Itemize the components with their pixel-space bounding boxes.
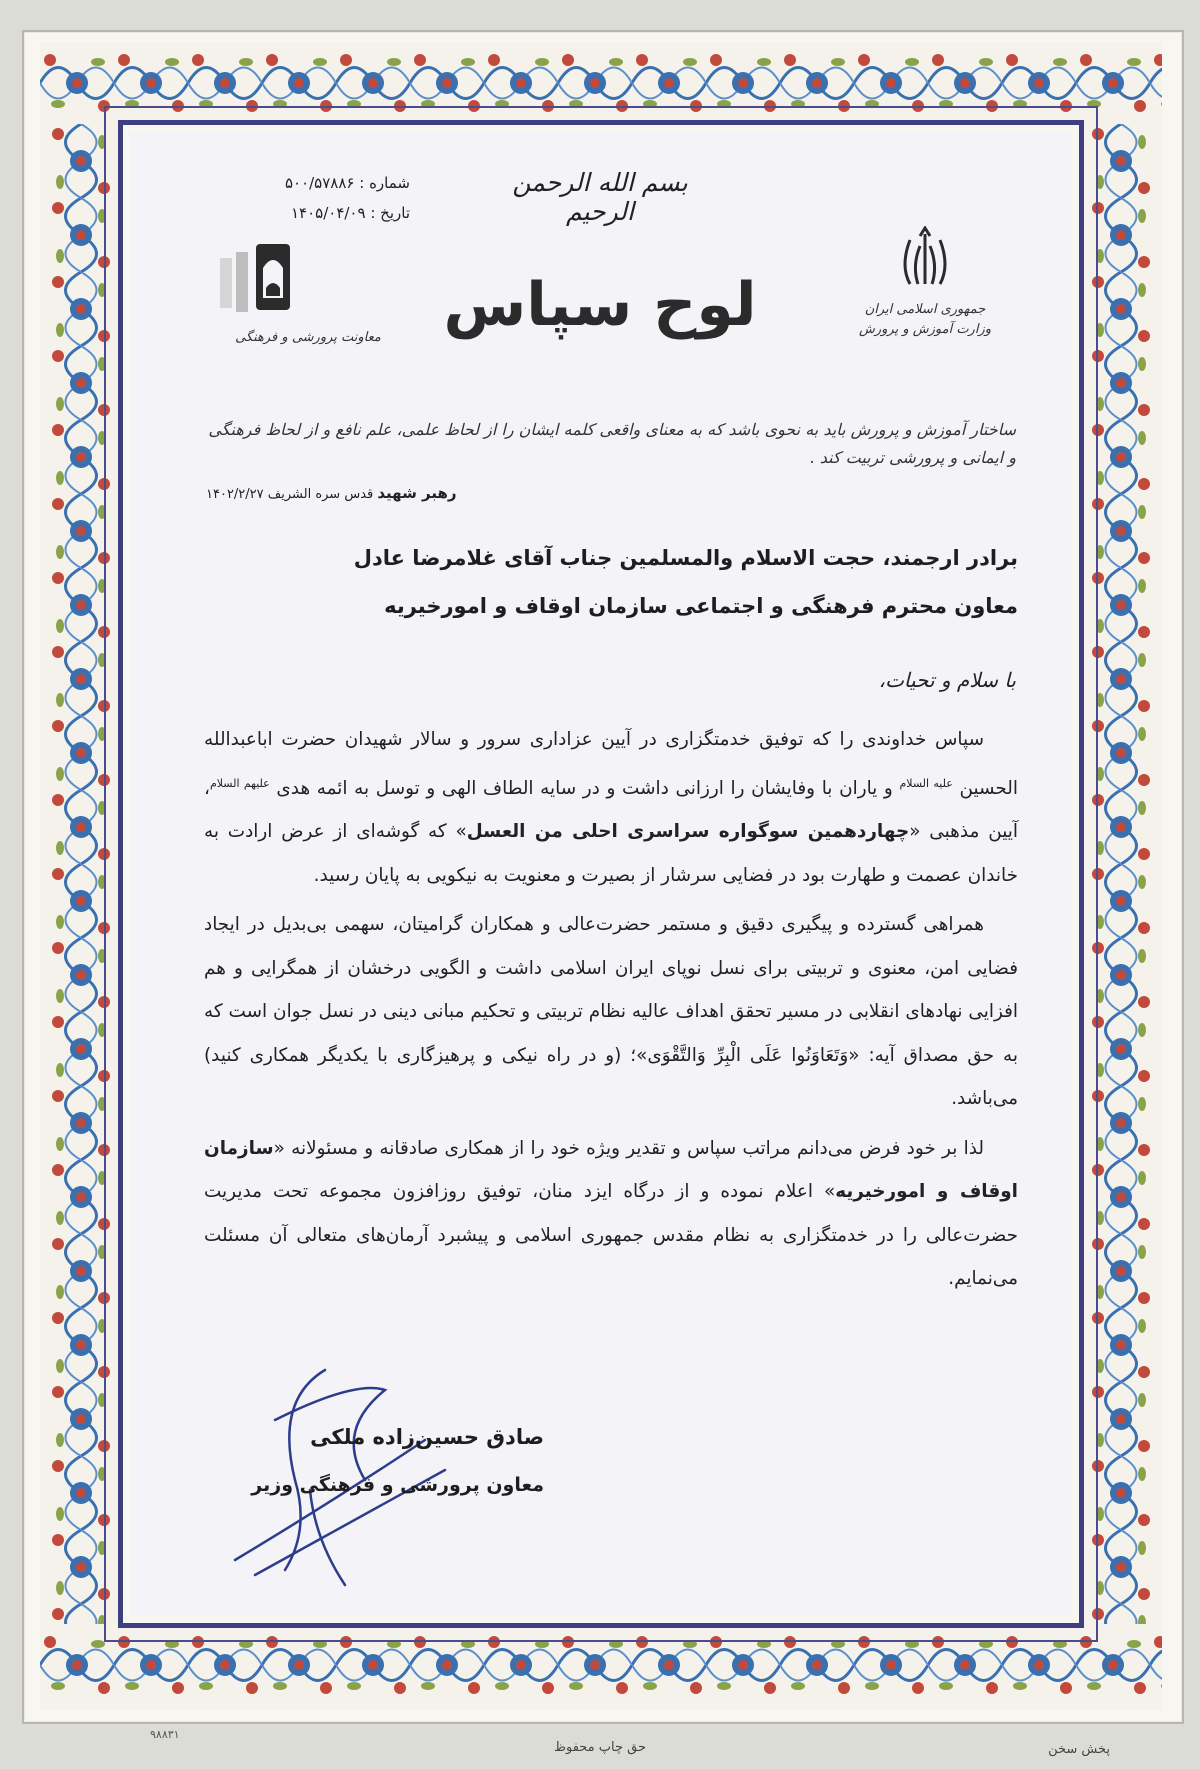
footer-copyright: حق چاپ محفوظ xyxy=(553,1740,647,1755)
quote-author-note: قدس سره الشریف ۱۴۰۲/۲/۲۷ xyxy=(206,487,374,502)
event-name: چهاردهمین سوگواره سراسری احلی من العسل xyxy=(466,821,910,843)
footer-code: ۹۸۸۳۱ xyxy=(150,1728,180,1741)
footer-publisher: پخش سخن xyxy=(1048,1742,1110,1757)
body-paragraph-2: همراهی گسترده و پیگیری دقیق و مستمر حضرت‌عالی و همکاران گرامیتان، سهمی بی‌بدیل در ایجاد فضایی امن، معنوی و تربیتی برای نسل نوپای ایران اسلامی داشت و الگویی درخشان از همگرایی و هم افزایی نهادهای انقلابی در مسیر تحقق اهداف عالیه نظام تربیتی و تحکیم مبانی دینی در نسل جوان است که به حق مصداق آیه: «وَتَعَاوَنُوا عَلَى الْبِرِّ وَالتَّقْوَى»؛ (و در راه نیکی و پرهیزگاری با یکدیگر همکاری کنید) می‌باشد. xyxy=(204,914,1018,1110)
body-p1-part-a: سپاس خداوندی را که توفیق خدمتگزاری در آیین عزاداری سرور و سالار شهیدان حضرت اباعبدالله الحسین xyxy=(204,729,1018,799)
signer-name: صادق حسین‌زاده ملکی xyxy=(310,1425,544,1449)
signer-title: معاون پرورشی و فرهنگی وزیر xyxy=(251,1474,544,1496)
body-p1-part-c: ، آیین مذهبی « xyxy=(204,777,1018,843)
leader-quote: ساختار آموزش و پرورش باید به نحوی باشد که به معنای واقعی کلمه ایشان را از لحاظ علمی، علم نافع و از لحاظ فرهنگی و ایمانی و پرورشی تربیت کند . xyxy=(208,420,1016,467)
deputy-logo xyxy=(218,238,398,368)
organization-name: سازمان اوقاف و امورخیریه xyxy=(204,1137,1018,1203)
body-p3-part-a: لذا بر خود فرض می‌دانم مراتب سپاس و تقدیر ویژه خود را از همکاری صادقانه و مسئولانه « xyxy=(273,1137,984,1159)
iran-emblem xyxy=(850,226,1000,366)
letter-body xyxy=(204,718,1018,1307)
iran-emblem-icon xyxy=(850,226,1000,296)
emblem-right-line2: وزارت آموزش و پرورش xyxy=(858,322,991,337)
date-label: تاریخ : xyxy=(370,204,410,222)
addressee-line-1: برادر ارجمند، حجت الاسلام والمسلمین جناب آقای غلامرضا عادل xyxy=(353,546,1018,570)
honorific-sup-2: علیهم السلام xyxy=(209,776,270,790)
quote-author: رهبر شهید xyxy=(377,484,457,502)
basmala: بسم الله الرحمن الرحیم xyxy=(512,168,688,226)
number-label: شماره : xyxy=(359,174,410,192)
deputy-logo-icon xyxy=(218,238,328,324)
emblem-left-caption: معاونت پرورشی و فرهنگی xyxy=(235,330,381,345)
body-p1-part-b: و یاران با وفایشان را ارزانی داشت و در سایه الطاف الهی و توسل به ائمه هدی xyxy=(276,777,893,799)
emblem-right-line1: جمهوری اسلامی ایران xyxy=(864,302,986,317)
body-paragraph-1 xyxy=(204,718,1018,897)
reference-block xyxy=(210,168,410,228)
honorific-sup-1: علیه السلام xyxy=(899,776,953,790)
addressee-line-2: معاون محترم فرهنگی و اجتماعی سازمان اوقاف و امورخیریه xyxy=(384,594,1018,618)
number-value: ۵۰۰/۵۷۸۸۶ xyxy=(284,174,355,192)
date-value: ۱۴۰۵/۰۴/۰۹ xyxy=(290,204,366,222)
body-paragraph-3 xyxy=(204,1127,1018,1301)
greeting: با سلام و تحیات، xyxy=(878,668,1016,692)
page-title: لوح سپاس xyxy=(443,270,757,340)
body-p1-part-d: » که گوشه‌ای از عرض ارادت به خاندان عصمت و طهارت بود در فضایی سرشار از بصیرت و معنویت به نیکویی به پایان رسید. xyxy=(204,821,1018,886)
addressee xyxy=(200,534,1018,630)
body-p3-part-b: » اعلام نموده و از درگاه ایزد منان، توفیق روزافزون مجموعه تحت مدیریت حضرت‌عالی را در خدمتگزاری به نظام مقدس جمهوری اسلامی و پیشبرد آرمان‌های متعالی آن مسئلت می‌نمایم. xyxy=(204,1181,1018,1290)
quote-source xyxy=(206,484,676,502)
